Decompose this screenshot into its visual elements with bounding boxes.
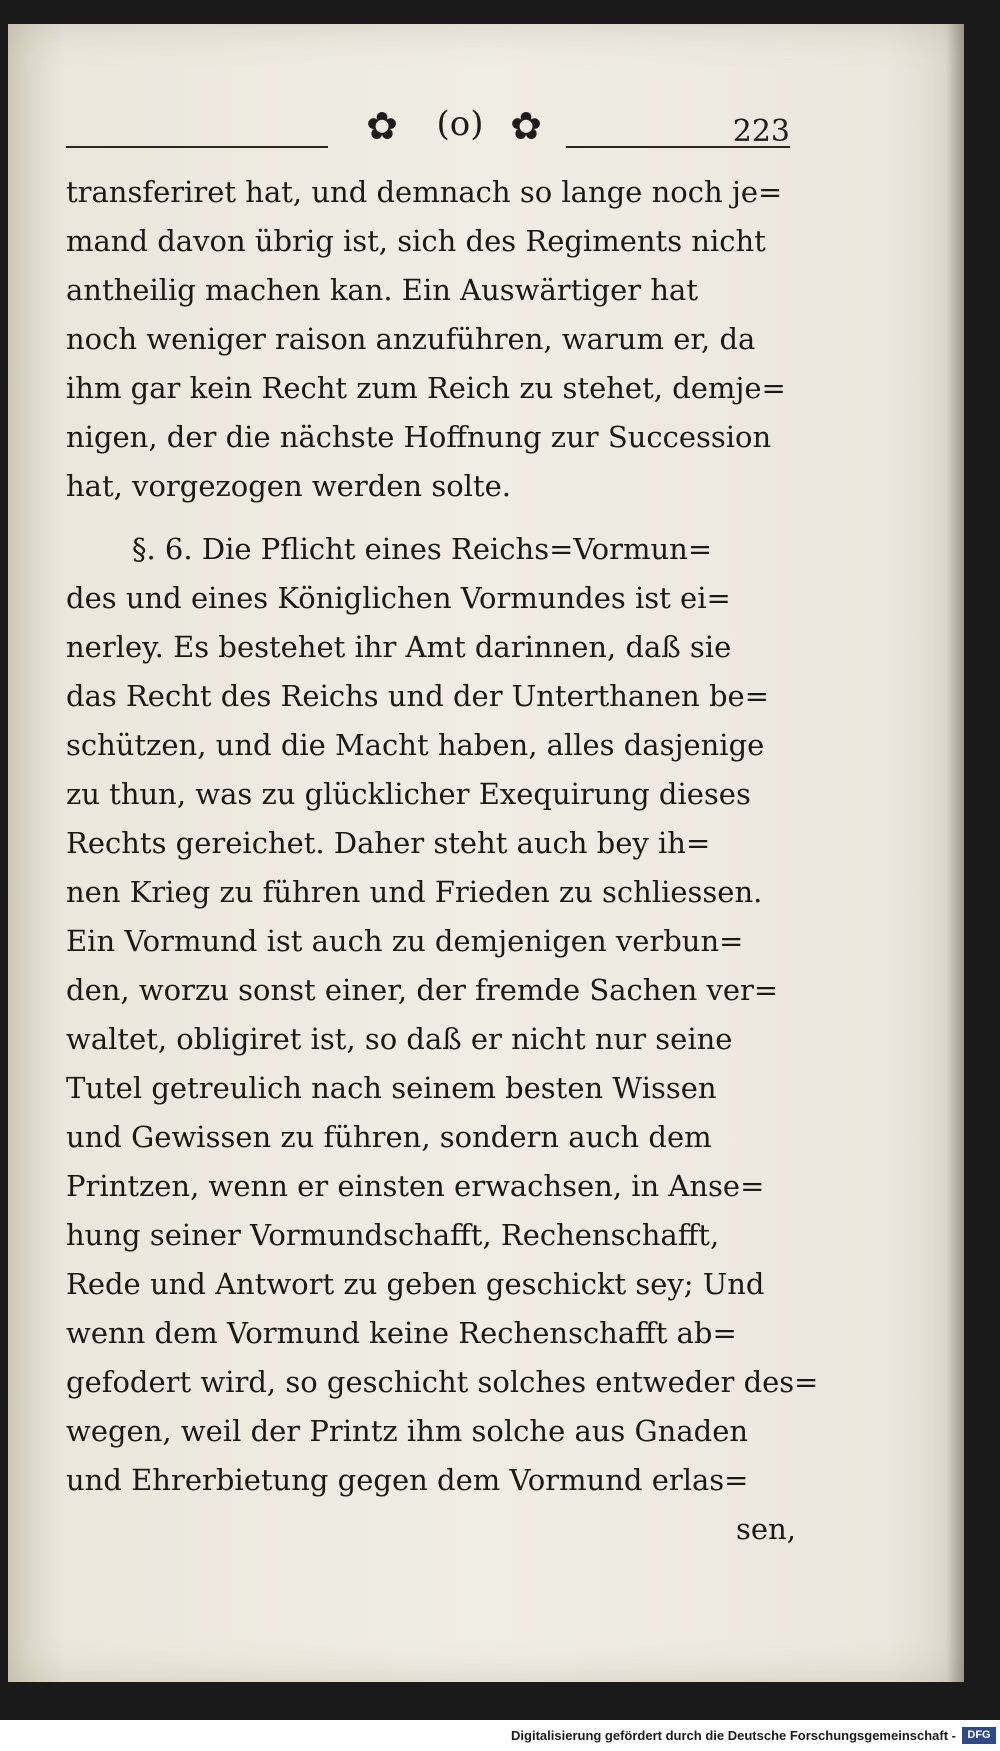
text-line: antheilig machen kan. Ein Auswärtiger hat xyxy=(66,273,698,307)
text-line: Rede und Antwort zu geben geschickt sey; Und xyxy=(66,1267,765,1301)
signature-mark: (o) xyxy=(436,104,484,144)
dfg-logo[interactable]: DFG xyxy=(962,1727,996,1744)
text-line: Tutel getreulich nach seinem besten Wissen xyxy=(66,1071,717,1105)
text-line: Rechts gereichet. Daher steht auch bey ih= xyxy=(66,826,711,860)
text-line: den, worzu sonst einer, der fremde Sachen ver= xyxy=(66,973,779,1007)
body-text xyxy=(66,168,819,1554)
text-line: transferiret hat, und demnach so lange noch je= xyxy=(66,175,783,209)
text-line: und Ehrerbietung gegen dem Vormund erlas= xyxy=(66,1463,749,1497)
text-line: nigen, der die nächste Hoffnung zur Succession xyxy=(66,420,772,454)
text-line: Printzen, wenn er einsten erwachsen, in Anse= xyxy=(66,1169,765,1203)
text-line: wegen, weil der Printz ihm solche aus Gnaden xyxy=(66,1414,749,1448)
page-number: 223 xyxy=(732,114,790,149)
text-line: noch weniger raison anzuführen, warum er, da xyxy=(66,322,756,356)
text-line: schützen, und die Macht haben, alles dasjenige xyxy=(66,728,765,762)
text-line: mand davon übrig ist, sich des Regiments nicht xyxy=(66,224,766,258)
page-header xyxy=(66,100,790,156)
text-line: gefodert wird, so geschicht solches entweder des= xyxy=(66,1365,819,1399)
catchword: sen, xyxy=(736,1512,796,1546)
flower-ornament-icon-left: ✿ xyxy=(366,104,398,148)
text-line: hat, vorgezogen werden solte. xyxy=(66,469,511,503)
text-line: nerley. Es bestehet ihr Amt darinnen, daß sie xyxy=(66,630,732,664)
text-line: das Recht des Reichs und der Unterthanen be= xyxy=(66,679,769,713)
text-line: hung seiner Vormundschafft, Rechenschafft, xyxy=(66,1218,720,1252)
flower-ornament-icon-right: ✿ xyxy=(510,104,542,148)
text-line: und Gewissen zu führen, sondern auch dem xyxy=(66,1120,712,1154)
text-line: ihm gar kein Recht zum Reich zu stehet, demje= xyxy=(66,371,786,405)
text-line: waltet, obligiret ist, so daß er nicht nur seine xyxy=(66,1022,733,1056)
text-line: zu thun, was zu glücklicher Exequirung dieses xyxy=(66,777,751,811)
text-line: des und eines Königlichen Vormundes ist ei= xyxy=(66,581,731,615)
paragraph-start-line: §. 6. Die Pflicht eines Reichs=Vormun= xyxy=(132,532,713,566)
header-rule-left xyxy=(66,146,328,148)
text-line: Ein Vormund ist auch zu demjenigen verbun= xyxy=(66,924,744,958)
text-line: wenn dem Vormund keine Rechenschafft ab= xyxy=(66,1316,737,1350)
digitization-credit: Digitalisierung gefördert durch die Deutsche Forschungsgemeinschaft - xyxy=(511,1728,956,1743)
text-line: nen Krieg zu führen und Frieden zu schliessen. xyxy=(66,875,763,909)
